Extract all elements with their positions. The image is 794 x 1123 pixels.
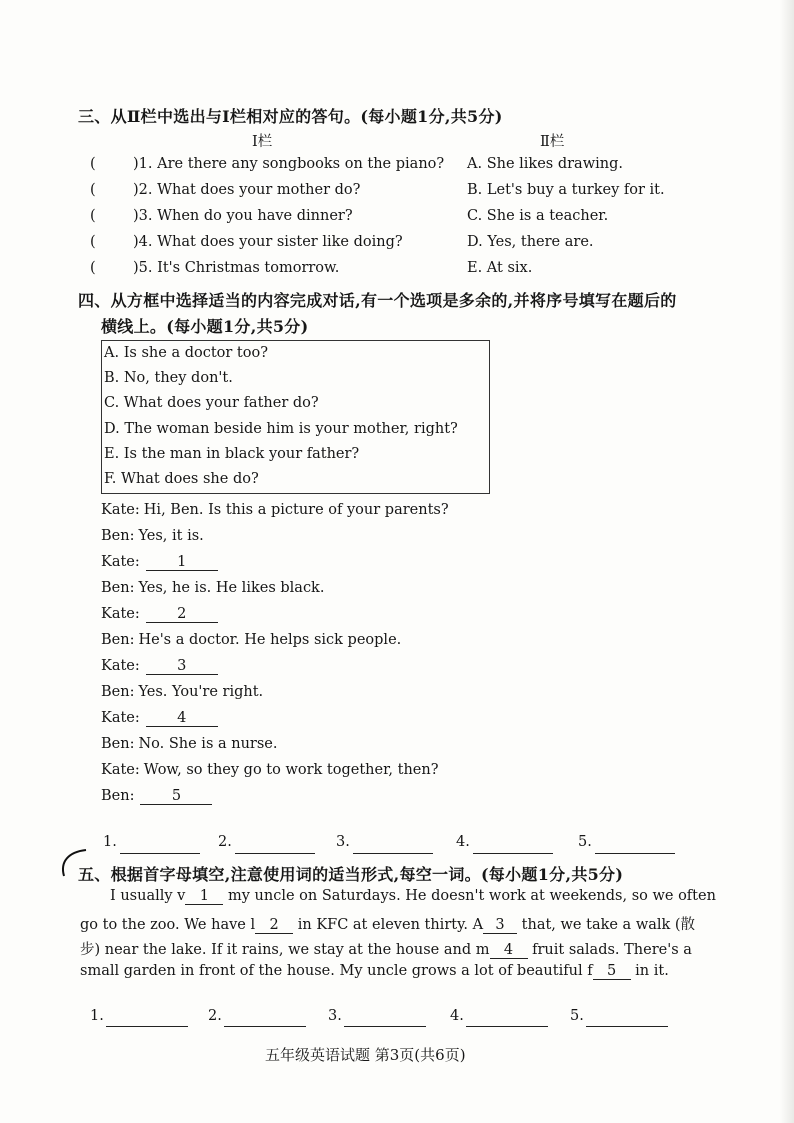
option-item: F. What does she do? (104, 471, 259, 487)
dialogue-line (101, 528, 204, 544)
blank-number[interactable]: 4 (490, 942, 528, 959)
answer-line[interactable] (224, 1026, 306, 1027)
passage-text: small garden in front of the house. My uncle grows a lot of beautiful f (80, 963, 593, 979)
blank-number[interactable]: 1 (185, 888, 223, 905)
answer-line[interactable] (466, 1026, 548, 1027)
option-item: C. What does your father do? (104, 395, 319, 412)
answer-blank[interactable]: 2 (146, 606, 218, 623)
speaker: Kate: (101, 658, 140, 674)
speaker: Kate: (101, 502, 140, 518)
passage-text: in it. (630, 963, 669, 979)
speaker: Ben: (101, 528, 135, 544)
passage-line (110, 888, 716, 905)
answer-number: 2. (208, 1008, 222, 1024)
answer-item: B. Let's buy a turkey for it. (467, 182, 665, 198)
answer-line[interactable] (586, 1026, 668, 1027)
section3-heading: 三、从Ⅱ栏中选出与Ⅰ栏相对应的答句。(每小题1分,共5分) (78, 107, 503, 126)
dialogue-line (101, 606, 218, 623)
option-item: D. The woman beside him is your mother, right? (104, 420, 458, 437)
answer-number: 1. (103, 834, 117, 850)
passage-line (80, 938, 692, 959)
col2-header: Ⅱ栏 (540, 134, 565, 150)
speaker: Kate: (101, 710, 140, 726)
speaker: Kate: (101, 554, 140, 570)
dialogue-line (101, 658, 218, 675)
question-paren: ( (90, 156, 96, 172)
answer-blank[interactable]: 1 (146, 554, 218, 571)
dialogue-line (101, 502, 449, 518)
option-item: B. No, they don't. (104, 370, 233, 387)
question-item: )3. When do you have dinner? (133, 208, 353, 224)
question-paren: ( (90, 234, 96, 250)
answer-number: 3. (328, 1008, 342, 1024)
answer-line[interactable] (344, 1026, 426, 1027)
dialogue-text: Wow, so they go to work together, then? (143, 762, 439, 778)
answer-number: 5. (570, 1008, 584, 1024)
dialogue-text: Yes, it is. (138, 528, 204, 544)
dialogue-line (101, 710, 218, 727)
answer-item: D. Yes, there are. (467, 234, 594, 250)
speaker: Kate: (101, 762, 140, 778)
passage-text: fruit salads. There's a (527, 942, 692, 958)
dialogue-text: He's a doctor. He helps sick people. (138, 632, 402, 648)
dialogue-text: Hi, Ben. Is this a picture of your parents? (143, 502, 449, 518)
speaker: Ben: (101, 788, 135, 804)
dialogue-line (101, 788, 212, 805)
passage-line (80, 963, 669, 980)
dialogue-line (101, 632, 401, 648)
section4-heading-line2: 横线上。(每小题1分,共5分) (101, 317, 309, 336)
col1-header: Ⅰ栏 (252, 134, 273, 150)
answer-item: A. She likes drawing. (467, 156, 623, 172)
answer-blank[interactable]: 3 (146, 658, 218, 675)
speaker: Ben: (101, 736, 135, 752)
answer-line[interactable] (353, 853, 433, 854)
question-paren: ( (90, 182, 96, 198)
speaker: Ben: (101, 684, 135, 700)
question-item: )1. Are there any songbooks on the piano? (133, 156, 445, 172)
blank-number[interactable]: 2 (255, 917, 293, 934)
answer-number: 2. (218, 834, 232, 850)
answer-blank[interactable]: 5 (140, 788, 212, 805)
answer-item: C. She is a teacher. (467, 208, 609, 224)
question-item: )5. It's Christmas tomorrow. (133, 260, 340, 276)
speaker: Ben: (101, 632, 135, 648)
answer-line[interactable] (595, 853, 675, 854)
speaker: Ben: (101, 580, 135, 596)
answer-number: 1. (90, 1008, 104, 1024)
speaker: Kate: (101, 606, 140, 622)
answer-item: E. At six. (467, 260, 533, 276)
dialogue-text: Yes. You're right. (138, 684, 264, 700)
section4-heading-line1: 四、从方框中选择适当的内容完成对话,有一个选项是多余的,并将序号填写在题后的 (78, 291, 677, 310)
question-paren: ( (90, 208, 96, 224)
page-edge-shadow (780, 0, 794, 1123)
answer-number: 3. (336, 834, 350, 850)
answer-number: 5. (578, 834, 592, 850)
dialogue-line (101, 684, 263, 700)
question-item: )4. What does your sister like doing? (133, 234, 403, 250)
question-item: )2. What does your mother do? (133, 182, 361, 198)
answer-number: 4. (450, 1008, 464, 1024)
answer-line[interactable] (106, 1026, 188, 1027)
answer-number: 4. (456, 834, 470, 850)
passage-text: in KFC at eleven thirty. A (293, 917, 484, 933)
passage-line (80, 913, 695, 934)
question-paren: ( (90, 260, 96, 276)
passage-text: go to the zoo. We have l (80, 917, 256, 933)
passage-text: I usually v (110, 888, 186, 904)
passage-text: that, we take a walk (散 (517, 917, 696, 933)
option-item: A. Is she a doctor too? (104, 345, 268, 361)
blank-number[interactable]: 3 (483, 917, 517, 934)
section5-heading: 五、根据首字母填空,注意使用词的适当形式,每空一词。(每小题1分,共5分) (78, 865, 624, 884)
blank-number[interactable]: 5 (593, 963, 631, 980)
answer-line[interactable] (235, 853, 315, 854)
dialogue-line (101, 554, 218, 571)
answer-blank[interactable]: 4 (146, 710, 218, 727)
passage-text: my uncle on Saturdays. He doesn't work at weekends, so we often (223, 888, 716, 904)
dialogue-text: Yes, he is. He likes black. (138, 580, 325, 596)
option-item: E. Is the man in black your father? (104, 445, 360, 462)
dialogue-line (101, 762, 439, 778)
dialogue-line (101, 580, 324, 596)
page-footer: 五年级英语试题 第3页(共6页) (265, 1046, 466, 1064)
answer-line[interactable] (473, 853, 553, 854)
answer-line[interactable] (120, 853, 200, 854)
dialogue-line (101, 736, 278, 752)
dialogue-text: No. She is a nurse. (138, 736, 278, 752)
passage-text: 步) near the lake. If it rains, we stay at the house and m (80, 942, 490, 958)
